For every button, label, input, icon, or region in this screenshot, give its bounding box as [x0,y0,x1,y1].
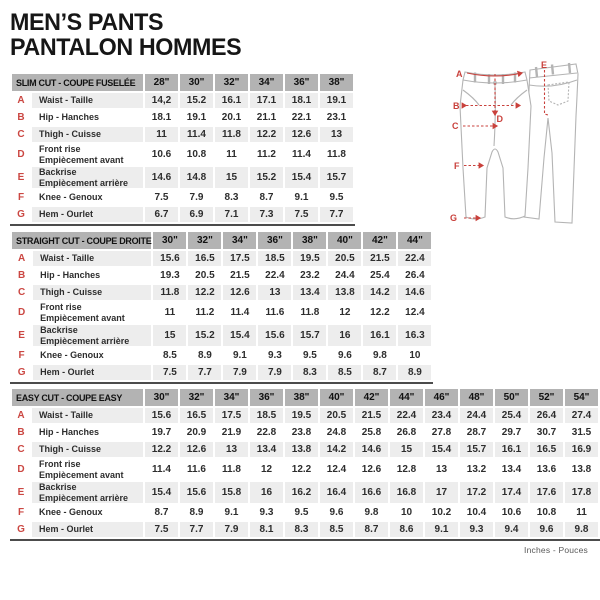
size-value: 16 [328,325,361,346]
size-value: 25.8 [361,427,382,438]
size-table-slim [10,72,355,226]
size-value: 8.5 [162,350,177,361]
size-value: 9.6 [329,507,344,518]
measurement-label: Front rise Empiècement avant [40,302,125,323]
size-value: 8.7 [259,192,274,203]
size-value: 7.9 [223,365,256,380]
page-title-fr: PANTALON HOMMES [10,34,242,62]
size-value: 9.8 [372,350,387,361]
size-value: 8.3 [285,522,318,537]
size-value: 16.9 [565,442,598,457]
size-value: 16.6 [355,482,388,503]
size-value: 22.4 [390,408,423,423]
size-value: 9.6 [530,522,563,537]
size-value: 8.9 [197,350,212,361]
size-col-header: 36" [258,232,291,249]
row-letter: G [12,207,30,222]
size-value: 27.8 [431,427,452,438]
size-value: 9.1 [232,350,247,361]
size-value: 12.6 [180,442,213,457]
size-value: 12.6 [223,285,256,300]
size-value: 7.1 [215,207,248,222]
size-col-header: 36" [285,74,318,91]
size-value: 10.6 [151,149,172,160]
size-value: 13.4 [501,464,522,475]
size-col-header: 32" [215,74,248,91]
size-table-straight [10,230,433,384]
size-col-header: 42" [363,232,396,249]
size-value: 8.5 [320,522,353,537]
size-value: 7.5 [145,522,178,537]
size-col-header: 50" [495,389,528,406]
size-value: 10.6 [501,507,522,518]
size-table-easy [10,387,600,541]
diagram-label-f: F [454,161,460,171]
table-row [12,285,431,300]
size-value: 16 [250,482,283,503]
size-value: 26.4 [530,408,563,423]
pants-back-view [524,63,578,223]
row-letter: F [12,190,30,205]
size-col-header: 28" [145,74,178,91]
units-note: Inches - Pouces [524,545,588,555]
size-value: 11 [145,127,178,142]
size-value: 11.4 [152,464,171,475]
size-col-header: 34" [223,232,256,249]
size-value: 15.8 [215,482,248,503]
table-row [12,167,353,188]
size-value: 20.5 [328,251,361,266]
size-value: 17.2 [460,482,493,503]
size-value: 27.4 [565,408,598,423]
row-letter: C [12,442,30,457]
size-value: 10 [400,507,413,518]
size-value: 23.8 [291,427,312,438]
size-value: 12.2 [370,307,390,318]
row-letter: A [12,251,31,266]
size-value: 17.5 [223,251,256,266]
measurement-label: Thigh - Cuisse [33,285,151,300]
row-letter: D [12,302,31,323]
size-value: 8.9 [189,507,204,518]
measurement-label: Thigh - Cuisse [32,127,143,142]
size-value: 24.8 [326,427,347,438]
size-value: 13.8 [328,285,361,300]
size-value: 16.4 [320,482,353,503]
size-value: 20.5 [195,270,215,281]
size-value: 16.5 [188,251,221,266]
table-row [12,365,431,380]
size-col-header: 30" [180,74,213,91]
size-value: 6.7 [145,207,178,222]
size-value: 12 [339,307,351,318]
size-value: 10.4 [466,507,487,518]
table-row [12,93,353,108]
row-letter: D [12,459,30,480]
size-value: 14.6 [145,167,178,188]
size-col-header: 48" [460,389,493,406]
size-value: 18.1 [285,93,318,108]
measurement-label: Waist - Taille [33,251,151,266]
size-value: 15.2 [180,93,213,108]
size-value: 9.3 [460,522,493,537]
table-row [12,325,431,346]
size-value: 7.9 [258,365,291,380]
size-value: 19.5 [293,251,326,266]
size-value: 13.8 [285,442,318,457]
measurement-label: Hem - Ourlet [33,365,151,380]
size-value: 12.6 [361,464,382,475]
size-col-header: 32" [180,389,213,406]
page-title [10,10,241,60]
table-row [12,459,598,480]
row-letter: B [12,110,30,125]
size-value: 7.5 [153,365,186,380]
row-letter: D [12,144,30,165]
size-col-header: 52" [530,389,563,406]
size-col-header: 30" [153,232,186,249]
size-value: 7.7 [320,207,353,222]
size-col-header: 54" [565,389,598,406]
size-value: 13.6 [536,464,557,475]
row-letter: C [12,285,31,300]
table-row [12,144,353,165]
measurement-label: Backrise Empiècement arrière [33,325,151,346]
size-value: 13.4 [293,285,326,300]
size-value: 8.3 [293,365,326,380]
size-value: 11.6 [187,464,206,475]
size-value: 20.5 [320,408,353,423]
size-col-header: 38" [285,389,318,406]
size-value: 15.4 [223,325,256,346]
pants-measurement-diagram [448,58,600,236]
size-value: 8.3 [224,192,239,203]
size-col-header: 40" [328,232,361,249]
diagram-label-c: C [452,121,459,131]
size-value: 11.4 [180,127,213,142]
size-value: 11.8 [222,464,241,475]
row-letter: G [12,365,31,380]
size-value: 13 [215,442,248,457]
size-value: 7.9 [189,192,204,203]
size-value: 29.7 [501,427,522,438]
section-header: SLIM CUT - COUPE FUSELÉE [12,74,143,91]
table-row [12,482,598,503]
size-value: 8.5 [328,365,361,380]
size-value: 15.4 [145,482,178,503]
size-value: 11.2 [195,307,215,318]
row-letter: E [12,167,30,188]
size-value: 14.6 [398,285,431,300]
row-letter: C [12,127,30,142]
size-value: 9.3 [259,507,274,518]
size-value: 18.1 [151,112,172,123]
size-col-header: 40" [320,389,353,406]
size-value: 9.1 [224,507,239,518]
size-value: 20.9 [186,427,207,438]
size-value: 16.2 [285,482,318,503]
size-value: 19.1 [320,93,353,108]
size-value: 10.2 [431,507,452,518]
size-value: 11.8 [153,285,186,300]
size-value: 12.2 [250,127,283,142]
measurement-label: Waist - Taille [32,93,143,108]
size-value: 16.1 [215,93,248,108]
size-value: 12 [260,464,273,475]
diagram-label-d: D [496,114,503,124]
size-col-header: 36" [250,389,283,406]
size-value: 23.4 [425,408,458,423]
size-value: 13.8 [571,464,592,475]
size-value: 12.8 [396,464,417,475]
size-value: 12.2 [291,464,312,475]
size-value: 9.8 [565,522,598,537]
size-value: 9.6 [337,350,352,361]
size-value: 26.8 [396,427,417,438]
row-letter: A [12,408,30,423]
size-value: 15.6 [153,251,186,266]
size-value: 24.4 [460,408,493,423]
size-value: 14,2 [145,93,178,108]
size-value: 11.8 [327,149,346,160]
table-row [12,505,598,520]
size-value: 20.1 [221,112,242,123]
size-value: 10.8 [536,507,557,518]
size-value: 17.4 [495,482,528,503]
size-value: 13 [258,285,291,300]
size-value: 9.5 [302,350,317,361]
size-value: 30.7 [536,427,557,438]
size-col-header: 46" [425,389,458,406]
size-value: 6.9 [180,207,213,222]
size-value: 14.2 [363,285,396,300]
size-value: 7.7 [188,365,221,380]
size-value: 19.7 [151,427,172,438]
size-value: 21.5 [355,408,388,423]
size-value: 22.4 [265,270,285,281]
diagram-label-b: B [453,101,460,111]
diagram-label-e: E [541,60,548,70]
size-value: 11.4 [230,307,250,318]
row-letter: F [12,505,30,520]
size-col-header: 34" [215,389,248,406]
section-header: STRAIGHT CUT - COUPE DROITE [12,232,151,249]
section-header: EASY CUT - COUPE EASY [12,389,143,406]
table-row [12,442,598,457]
size-value: 13.4 [250,442,283,457]
size-value: 14.8 [180,167,213,188]
size-value: 11 [226,149,237,160]
size-value: 16.3 [398,325,431,346]
measurement-label: Thigh - Cuisse [32,442,143,457]
size-value: 14.2 [320,442,353,457]
table-row [12,408,598,423]
measurement-label: Backrise Empiècement arrière [32,167,143,188]
row-letter: A [12,93,30,108]
size-value: 16.8 [390,482,423,503]
size-value: 22.4 [398,251,431,266]
size-value: 19.3 [160,270,180,281]
measurement-label: Hip - Hanches [39,112,100,123]
size-col-header: 38" [320,74,353,91]
size-value: 14.6 [355,442,388,457]
size-col-header: 30" [145,389,178,406]
size-value: 25.4 [495,408,528,423]
size-value: 9.1 [425,522,458,537]
measurement-label: Hem - Ourlet [32,207,143,222]
size-col-header: 38" [293,232,326,249]
size-value: 15 [153,325,186,346]
size-value: 9.3 [267,350,282,361]
size-value: 17.6 [530,482,563,503]
measurement-label: Hem - Ourlet [32,522,143,537]
size-value: 22.1 [291,112,312,123]
measurement-label: Waist - Taille [32,408,143,423]
table-row [12,127,353,142]
size-value: 22.8 [256,427,277,438]
table-row [12,522,598,537]
page-title-en: MEN’S PANTS [10,9,164,36]
table-row [12,268,431,283]
size-value: 17.1 [250,93,283,108]
size-value: 10 [409,350,421,361]
size-value: 8.7 [363,365,396,380]
table-row [12,207,353,222]
size-value: 7.5 [285,207,318,222]
table-row [12,190,353,205]
size-value: 16.1 [363,325,396,346]
size-value: 11 [576,507,587,518]
size-value: 11.4 [292,149,311,160]
size-value: 12.6 [285,127,318,142]
size-value: 11.2 [257,149,276,160]
measurement-label: Knee - Genoux [40,350,104,361]
size-value: 12.2 [145,442,178,457]
size-value: 12.2 [188,285,221,300]
row-letter: F [12,348,31,363]
table-row [12,425,598,440]
size-value: 10.8 [186,149,207,160]
size-value: 8.7 [154,507,169,518]
size-value: 17.8 [565,482,598,503]
size-col-header: 44" [390,389,423,406]
size-value: 21.1 [256,112,277,123]
size-col-header: 42" [355,389,388,406]
measurement-label: Front rise Empiècement avant [39,459,124,480]
size-value: 15.2 [188,325,221,346]
size-value: 8.9 [398,365,431,380]
size-value: 7.9 [215,522,248,537]
size-value: 9.1 [294,192,309,203]
size-value: 7.3 [250,207,283,222]
diagram-label-g: G [450,213,458,223]
size-value: 18.5 [258,251,291,266]
size-value: 16.5 [180,408,213,423]
size-value: 13 [320,127,353,142]
size-value: 11.6 [265,307,285,318]
size-value: 15.4 [285,167,318,188]
size-value: 12.4 [326,464,347,475]
size-value: 12.4 [405,307,425,318]
row-letter: E [12,482,30,503]
measurement-label: Knee - Genoux [39,192,103,203]
size-value: 13.2 [466,464,487,475]
measurement-label: Front rise Empiècement avant [39,144,124,165]
measurement-label: Hip - Hanches [39,427,100,438]
size-value: 21.5 [363,251,396,266]
size-value: 15.6 [180,482,213,503]
size-col-header: 34" [250,74,283,91]
size-value: 11.8 [300,307,320,318]
size-value: 16.5 [530,442,563,457]
size-value: 28.7 [466,427,487,438]
size-value: 25.4 [370,270,390,281]
table-row [12,302,431,323]
size-value: 9.5 [329,192,344,203]
table-row [12,251,431,266]
row-letter: B [12,425,30,440]
size-col-header: 32" [188,232,221,249]
size-value: 11 [164,307,176,318]
size-value: 15.7 [320,167,353,188]
size-value: 11.8 [215,127,248,142]
size-value: 15.7 [293,325,326,346]
size-value: 13 [435,464,448,475]
measurement-label: Hip - Hanches [40,270,101,281]
measurement-label: Backrise Empiècement arrière [32,482,143,503]
size-value: 18.5 [250,408,283,423]
measurement-label: Knee - Genoux [39,507,103,518]
size-value: 15.2 [250,167,283,188]
size-value: 31.5 [571,427,592,438]
row-letter: G [12,522,30,537]
size-value: 8.1 [250,522,283,537]
size-value: 21.9 [221,427,242,438]
size-value: 8.7 [355,522,388,537]
size-value: 15.6 [258,325,291,346]
row-letter: B [12,268,31,283]
size-value: 17.5 [215,408,248,423]
size-value: 16.1 [495,442,528,457]
diagram-label-a: A [456,69,463,79]
size-value: 15.4 [425,442,458,457]
size-value: 8.6 [390,522,423,537]
size-value: 15 [390,442,423,457]
row-letter: E [12,325,31,346]
size-value: 9.5 [294,507,309,518]
size-value: 19.5 [285,408,318,423]
size-value: 26.4 [405,270,425,281]
size-value: 23.1 [326,112,347,123]
size-value: 9.8 [364,507,379,518]
size-col-header: 44" [398,232,431,249]
size-value: 23.2 [300,270,320,281]
table-row [12,110,353,125]
size-value: 15.7 [460,442,493,457]
size-value: 17 [425,482,458,503]
size-value: 24.4 [335,270,355,281]
size-value: 15.6 [145,408,178,423]
size-value: 9.4 [495,522,528,537]
size-value: 21.5 [230,270,250,281]
size-value: 7.5 [154,192,169,203]
size-value: 15 [215,167,248,188]
table-row [12,348,431,363]
size-value: 19.1 [186,112,207,123]
size-value: 7.7 [180,522,213,537]
